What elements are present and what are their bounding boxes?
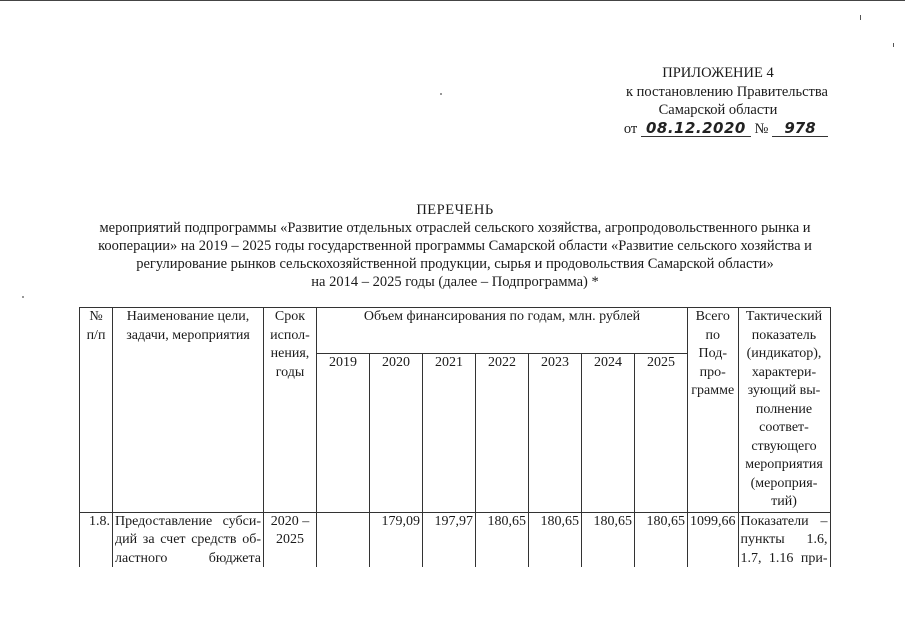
table-header-row xyxy=(80,308,831,354)
number-label: № xyxy=(754,120,769,137)
scan-edge-mark xyxy=(893,43,894,47)
row-value-2020: 179,09 xyxy=(370,512,423,588)
header-total: Всего по Под- про- грамме xyxy=(688,308,739,513)
header-year: 2023 xyxy=(529,353,582,512)
page-bottom-blank xyxy=(0,567,905,640)
appendix-decree-line: к постановлению Правительства xyxy=(626,83,828,100)
row-measure-name: Предоставление субси- дий за счет средств об- ластного бюджета xyxy=(113,512,264,588)
scan-speck xyxy=(440,93,442,95)
appendix-region-line: Самарской области xyxy=(658,102,778,118)
header-year: 2022 xyxy=(476,353,529,512)
handwritten-date: 08.12.2020 xyxy=(641,120,751,137)
row-term: 2020 – 2025 xyxy=(264,512,317,588)
document-heading xyxy=(40,201,870,291)
scan-edge-mark xyxy=(860,15,861,20)
handwritten-number: 978 xyxy=(772,120,828,137)
top-border-line xyxy=(0,0,905,1)
appendix-block xyxy=(568,64,828,138)
header-name: Наименование цели, задачи, мероприятия xyxy=(113,308,264,513)
from-label: от xyxy=(623,120,638,137)
row-value-2022: 180,65 xyxy=(476,512,529,588)
heading-line-2: кооперации» на 2019 – 2025 годы государственной программы Самарской области «Развитие сельского хозяйства и xyxy=(98,238,812,254)
header-year: 2025 xyxy=(635,353,688,512)
row-indicator: Показатели – пункты 1.6, 1.7, 1.16 при- xyxy=(738,512,830,588)
heading-line-1: мероприятий подпрограммы «Развитие отдельных отраслей сельского хозяйства, агропродовольственного рынка и xyxy=(99,220,811,236)
row-value-2024: 180,65 xyxy=(582,512,635,588)
heading-title: ПЕРЕЧЕНЬ xyxy=(416,202,494,218)
header-num: № п/п xyxy=(80,308,113,513)
header-indicator: Тактический показатель (индикатор), характери- зующий вы- полнение соответ- ствующего мероприятия (мероприя- тий) xyxy=(738,308,830,513)
header-funding: Объем финансирования по годам, млн. рублей xyxy=(317,308,688,354)
row-total: 1099,66 xyxy=(688,512,739,588)
header-year: 2019 xyxy=(317,353,370,512)
row-value-2021: 197,97 xyxy=(423,512,476,588)
scan-speck xyxy=(22,296,24,298)
appendix-title: ПРИЛОЖЕНИЕ 4 xyxy=(662,65,774,81)
row-number: 1.8. xyxy=(80,512,113,588)
measures-table xyxy=(79,307,831,589)
appendix-date-number-line xyxy=(568,120,828,139)
header-year: 2021 xyxy=(423,353,476,512)
row-value-2025: 180,65 xyxy=(635,512,688,588)
heading-line-3: регулирование рынков сельскохозяйственной продукции, сырья и продовольствия Самарской области» xyxy=(136,256,774,272)
header-year: 2024 xyxy=(582,353,635,512)
header-year: 2020 xyxy=(370,353,423,512)
row-value-2023: 180,65 xyxy=(529,512,582,588)
header-term: Срок испол- нения, годы xyxy=(264,308,317,513)
heading-line-4: на 2014 – 2025 годы (далее – Подпрограмма) * xyxy=(311,274,599,290)
